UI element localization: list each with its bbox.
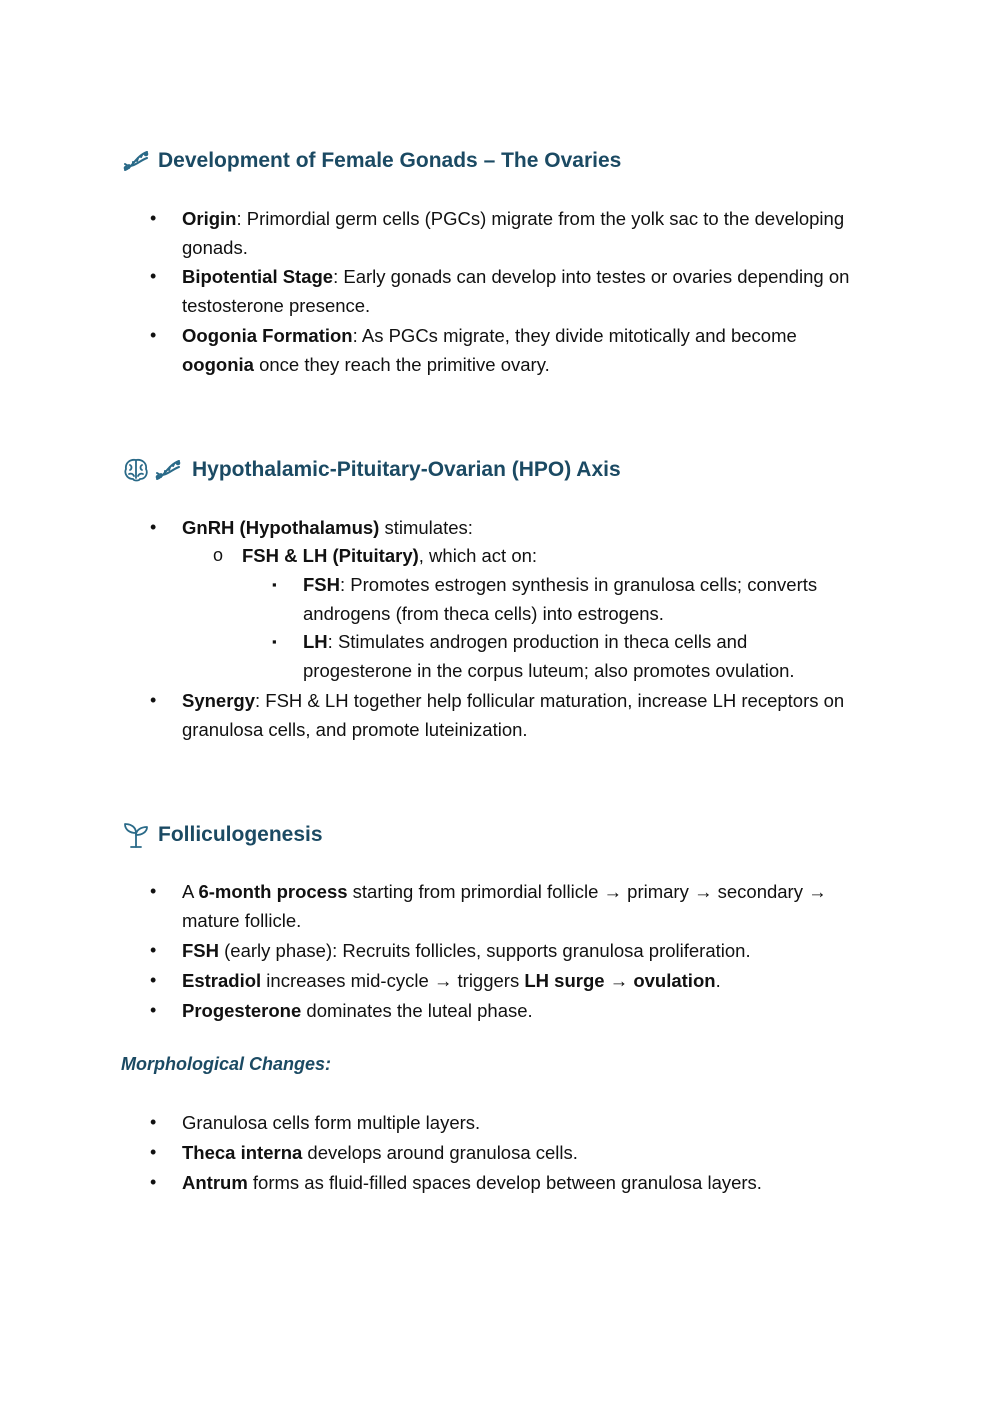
bullet-circle: o bbox=[213, 545, 224, 565]
item-term: Theca interna bbox=[182, 1142, 303, 1163]
item-term: 6-month process bbox=[198, 881, 348, 902]
item-text: : Stimulates androgen production in theca cells and bbox=[327, 631, 748, 652]
item-text: : FSH & LH together help follicular maturation, increase LH receptors on bbox=[255, 690, 845, 711]
bullet-disc: • bbox=[150, 970, 157, 990]
list-item bbox=[182, 1108, 882, 1137]
item-term: FSH & LH (Pituitary) bbox=[242, 545, 419, 566]
item-text: : As PGCs migrate, they divide mitotically and become bbox=[352, 325, 797, 346]
bullet-disc: • bbox=[150, 517, 157, 537]
item-term: Antrum bbox=[182, 1172, 248, 1193]
subsection-heading-morphological: Morphological Changes: bbox=[121, 1054, 332, 1074]
bullet-disc: • bbox=[150, 266, 157, 286]
list-item bbox=[182, 996, 882, 1025]
section-heading-hpo bbox=[122, 456, 621, 484]
item-term: Oogonia Formation bbox=[182, 325, 353, 346]
bullet-disc: • bbox=[150, 1142, 157, 1162]
item-text: → bbox=[604, 970, 634, 991]
item-text: progesterone in the corpus luteum; also promotes ovulation. bbox=[303, 660, 795, 681]
item-text: : Primordial germ cells (PGCs) migrate from the yolk sac to the developing bbox=[236, 208, 845, 229]
section-title: Folliculogenesis bbox=[158, 823, 323, 846]
item-term: GnRH (Hypothalamus) bbox=[182, 517, 380, 538]
item-term: LH surge bbox=[524, 970, 605, 991]
list-item bbox=[182, 204, 882, 262]
item-term: Bipotential Stage bbox=[182, 266, 334, 287]
item-term: Origin bbox=[182, 208, 237, 229]
list-item bbox=[182, 1168, 882, 1197]
item-term: oogonia bbox=[182, 354, 254, 375]
item-text: stimulates: bbox=[379, 517, 473, 538]
bullet-disc: • bbox=[150, 1172, 157, 1192]
list-item bbox=[182, 513, 882, 542]
item-text: Granulosa cells form multiple layers. bbox=[182, 1112, 481, 1133]
bullet-disc: • bbox=[150, 940, 157, 960]
bullet-disc: • bbox=[150, 325, 157, 345]
item-term: LH bbox=[303, 631, 328, 652]
item-text: A bbox=[182, 881, 199, 902]
item-text: gonads. bbox=[182, 237, 248, 258]
dna-icon bbox=[154, 456, 182, 484]
list-item bbox=[182, 262, 882, 320]
bullet-disc: • bbox=[150, 690, 157, 710]
bullet-disc: • bbox=[150, 881, 157, 901]
item-term: Synergy bbox=[182, 690, 256, 711]
list-item bbox=[242, 541, 942, 570]
list-item bbox=[303, 570, 883, 628]
item-text: androgens (from theca cells) into estrogens. bbox=[303, 603, 664, 624]
item-text: . bbox=[715, 970, 721, 991]
item-text: : Promotes estrogen synthesis in granulosa cells; converts bbox=[340, 574, 818, 595]
item-text: starting from primordial follicle → primary → secondary → bbox=[347, 881, 827, 902]
item-term: FSH bbox=[182, 940, 219, 961]
section-heading-folliculogenesis bbox=[122, 821, 323, 849]
brain-icon bbox=[122, 456, 150, 484]
bullet-disc: • bbox=[150, 1112, 157, 1132]
list-item bbox=[182, 686, 882, 744]
bullet-square: ▪ bbox=[272, 634, 277, 649]
item-text: , which act on: bbox=[418, 545, 538, 566]
list-item bbox=[182, 936, 882, 965]
item-text: testosterone presence. bbox=[182, 295, 371, 316]
item-term: Progesterone bbox=[182, 1000, 302, 1021]
bullet-disc: • bbox=[150, 208, 157, 228]
item-term: Estradiol bbox=[182, 970, 262, 991]
seedling-icon bbox=[122, 821, 152, 849]
item-text: once they reach the primitive ovary. bbox=[253, 354, 550, 375]
section-title: Development of Female Gonads – The Ovaries bbox=[158, 149, 622, 172]
item-text: mature follicle. bbox=[182, 910, 302, 931]
list-item bbox=[303, 627, 883, 685]
bullet-disc: • bbox=[150, 1000, 157, 1020]
list-item bbox=[182, 877, 882, 935]
dna-icon bbox=[122, 147, 152, 175]
item-text: increases mid-cycle → triggers bbox=[261, 970, 525, 991]
section-title: Hypothalamic-Pituitary-Ovarian (HPO) Axis bbox=[192, 458, 621, 481]
item-text: forms as fluid-filled spaces develop between granulosa layers. bbox=[247, 1172, 762, 1193]
item-text: : Early gonads can develop into testes or ovaries depending on bbox=[333, 266, 850, 287]
list-item bbox=[182, 966, 882, 995]
item-text: (early phase): Recruits follicles, supports granulosa proliferation. bbox=[219, 940, 751, 961]
list-item bbox=[182, 321, 882, 379]
bullet-square: ▪ bbox=[272, 577, 277, 592]
list-item bbox=[182, 1138, 882, 1167]
item-text: develops around granulosa cells. bbox=[302, 1142, 578, 1163]
item-term: ovulation bbox=[633, 970, 716, 991]
section-heading-ovaries bbox=[122, 147, 621, 175]
item-text: dominates the luteal phase. bbox=[301, 1000, 533, 1021]
item-text: granulosa cells, and promote luteinization. bbox=[182, 719, 528, 740]
item-term: FSH bbox=[303, 574, 340, 595]
